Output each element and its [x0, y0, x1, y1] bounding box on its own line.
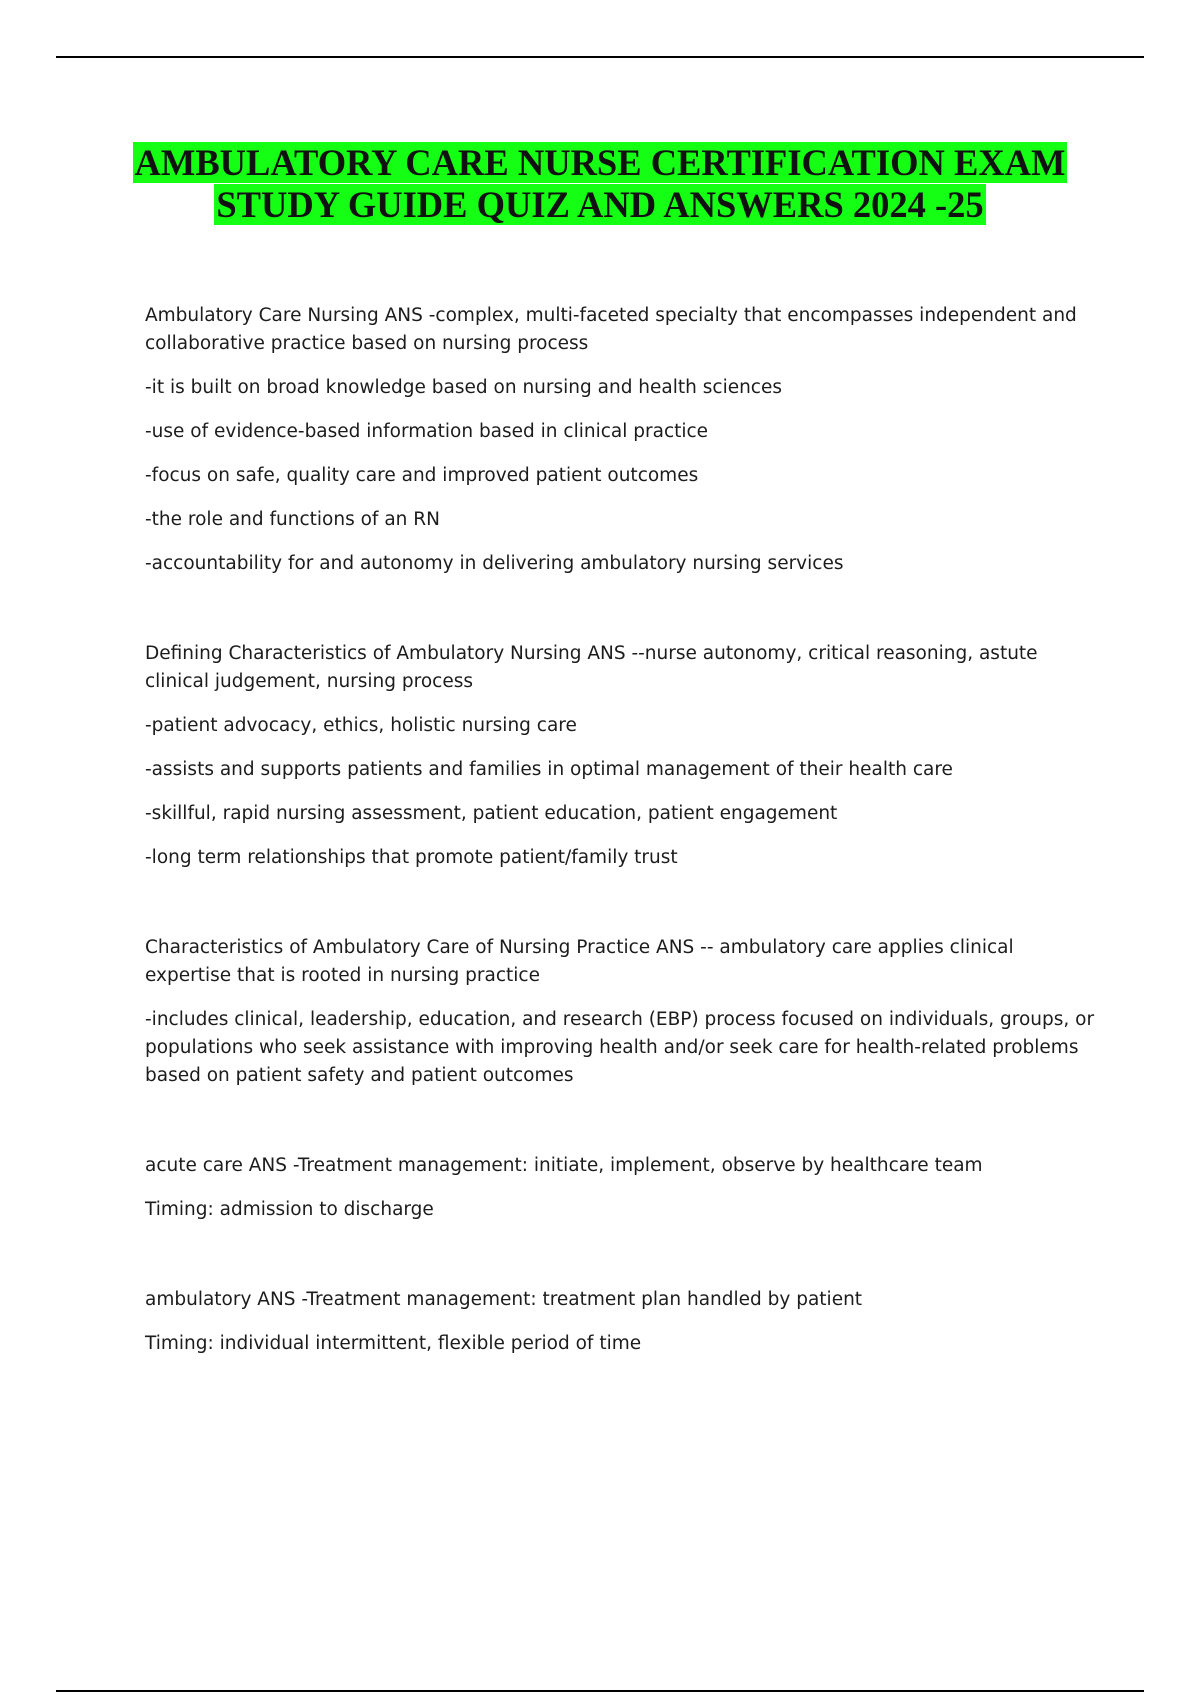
document-title: [56, 142, 1144, 226]
qa-entry-defining-characteristics: [145, 640, 1095, 872]
qa-question: ambulatory ANS -Treatment management: treatment plan handled by patient: [145, 1289, 863, 1310]
qa-answer-line: -use of evidence-based information based in clinical practice: [145, 421, 709, 442]
qa-question: Characteristics of Ambulatory Care of Nursing Practice ANS -- ambulatory care applies clinical expertise that is rooted in nursing practice: [145, 937, 1014, 986]
bottom-rule: [56, 1690, 1144, 1692]
qa-answer-line: -skillful, rapid nursing assessment, patient education, patient engagement: [145, 803, 838, 824]
qa-answer-line: -the role and functions of an RN: [145, 509, 440, 530]
qa-entry-ambulatory-care-nursing: [145, 302, 1095, 578]
qa-answer-line: -patient advocacy, ethics, holistic nursing care: [145, 715, 577, 736]
qa-answer-line: -assists and supports patients and families in optimal management of their health care: [145, 759, 953, 780]
qa-question: Ambulatory Care Nursing ANS -complex, multi-faceted specialty that encompasses independent and collaborative practice based on nursing process: [145, 305, 1077, 354]
qa-content: [145, 302, 1095, 1420]
top-rule: [56, 56, 1144, 58]
qa-answer-line: Timing: individual intermittent, flexible period of time: [145, 1333, 642, 1354]
qa-answer-line: -long term relationships that promote patient/family trust: [145, 847, 678, 868]
qa-entry-characteristics-practice: [145, 934, 1095, 1090]
qa-answer-line: Timing: admission to discharge: [145, 1199, 434, 1220]
title-line-2: STUDY GUIDE QUIZ AND ANSWERS 2024 -25: [216, 184, 984, 225]
qa-entry-ambulatory: [145, 1286, 1095, 1358]
qa-answer-line: -includes clinical, leadership, education, and research (EBP) process focused on individuals, groups, or populations who seek assistance with improving health and/or seek care for health-related problems based on patient safety and patient outcomes: [145, 1009, 1095, 1086]
qa-question: acute care ANS -Treatment management: initiate, implement, observe by healthcare team: [145, 1155, 983, 1176]
qa-answer-line: -focus on safe, quality care and improved patient outcomes: [145, 465, 699, 486]
qa-answer-line: -accountability for and autonomy in delivering ambulatory nursing services: [145, 553, 844, 574]
qa-answer-line: -it is built on broad knowledge based on nursing and health sciences: [145, 377, 783, 398]
title-line-1: AMBULATORY CARE NURSE CERTIFICATION EXAM: [134, 142, 1066, 183]
qa-entry-acute-care: [145, 1152, 1095, 1224]
qa-question: Defining Characteristics of Ambulatory Nursing ANS --nurse autonomy, critical reasoning, astute clinical judgement, nursing process: [145, 643, 1038, 692]
